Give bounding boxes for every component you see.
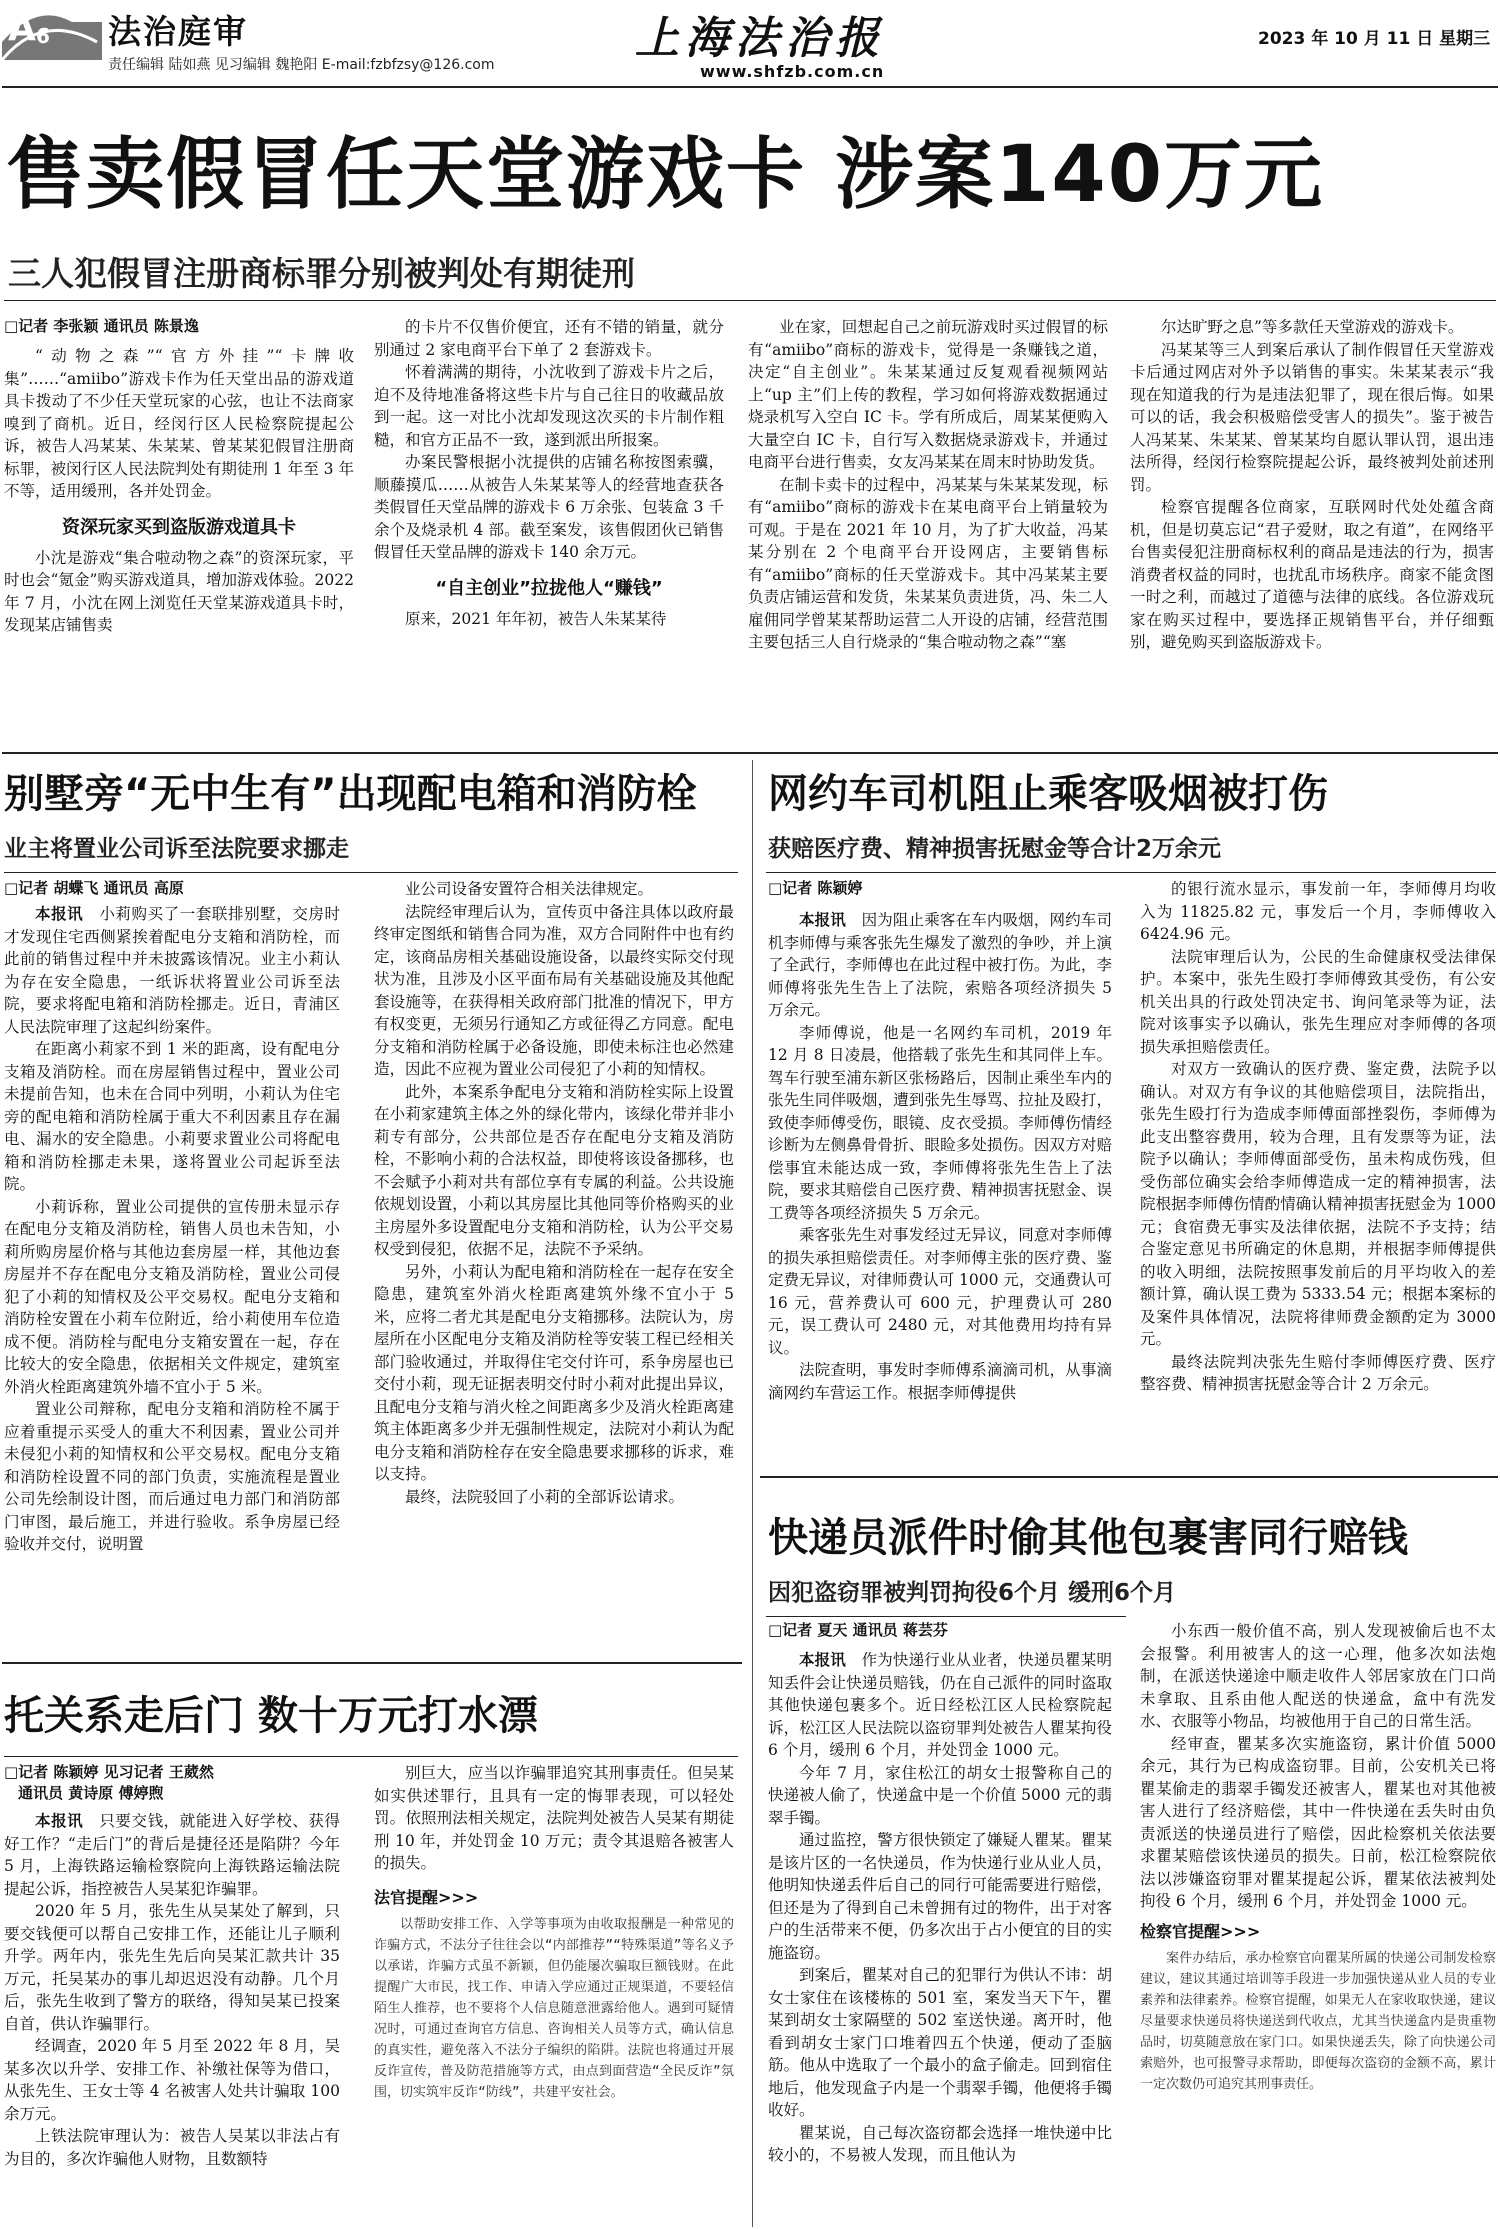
story4-column-1 — [768, 1620, 1112, 2167]
story1-column-2 — [374, 316, 724, 630]
story2-subhead: 业主将置业公司诉至法院要求挪走 — [4, 836, 349, 862]
story3-paragraph — [768, 909, 1112, 1022]
story3-paragraph: 李师傅说，他是一名网约车司机，2019 年 12 月 8 日凌晨，他搭载了张先生和其同伴上车。驾车行驶至浦东新区张杨路后，因制止乘坐车内的张先生同伴吸烟，遭到张先生辱骂、拉扯及殴打，致使李师傅受伤，眼镜、皮衣受损。李师傅伤情经诊断为左侧鼻骨骨折、眼睑多处损伤。因双方对赔偿事宜未能达成一致，李师傅将张先生告上了法院，要求其赔偿自己医疗费、精神损害抚慰金、误工费等各项经济损失 5 万余元。 — [768, 1023, 1112, 1222]
section-rule-story5 — [2, 1662, 742, 1664]
section-title: 法治庭审 — [108, 12, 248, 51]
story1-paragraph: 办案民警根据小沈提供的店铺名称按图索骥，顺藤摸瓜……从被告人朱某某等人的经营地查获各类假冒任天堂品牌的游戏卡 6 万余张、包装盒 3 千余个及烧录机 4 部。截至案发，该售假团伙已销售假冒任天堂品牌的游戏卡 140 余万元。 — [374, 453, 724, 561]
story3-column-1 — [768, 878, 1112, 1404]
story5-tips-title: 法官提醒>>> — [374, 1887, 479, 1907]
story2-lead: 本报讯 — [35, 905, 84, 923]
story5-rule — [4, 1756, 738, 1757]
story4-paragraph: 小东西一般价值不高，别人发现被偷后也不太会报警。利用被害人的这一心理，他多次如法炮制，在派送快递途中顺走收件人邻居家放在门口尚未拿取、且系由他人配送的快递盒，盒中有洗发水、衣服等小物品，均被他用于自己的日常生活。 — [1140, 1622, 1496, 1730]
story2-byline: □记者 胡蝶飞 通讯员 高原 — [4, 879, 184, 897]
story1-column-4 — [1130, 316, 1494, 654]
story1-paragraph: 冯某某等三人到案后承认了制作假冒任天堂游戏卡后通过网店对外予以销售的事实。朱某某表示“我现在知道我的行为是违法犯罪了，现在很后悔。如果可以的话，我会积极赔偿受害人的损失”。鉴于被告人冯某某、朱某某、曾某某均自愿认罪认罚，退出违法所得，经闵行检察院提起公诉，最终被判处前述刑罚。 — [1130, 340, 1494, 494]
story1-paragraph: 在制卡卖卡的过程中，冯某某与朱某某发现，标有“amiibo”商标的游戏卡在某电商平台上销量较为可观。于是在 2021 年 10 月，为了扩大收益，冯某某分别在 2 个电商平台开设网店，主要销售标有“amiibo”商标的任天堂游戏卡。其中冯某某主要负责店铺运营和发货，朱某某负责进货，冯、朱二人雇佣同学曾某某帮助运营二人开设的店铺，经营范围主要包括三人自行烧录的“集合啦动物之森”“塞 — [748, 475, 1108, 651]
story3-lead: 本报讯 — [799, 911, 846, 929]
story1-paragraph: 尔达旷野之息”等多款任天堂游戏的游戏卡。 — [1161, 318, 1464, 336]
story2-paragraph: 置业公司辩称，配电分支箱和消防栓不属于应着重提示买受人的重大不利因素，置业公司并未侵犯小莉的知情权和公平交易权。配电分支箱和消防栓设置不同的部门负责，实施流程是置业公司先绘制设计图，而后通过电力部门和消防部门审图，最后施工，并进行验收。系争房屋已经验收并交付，说明置 — [4, 1400, 340, 1553]
story5-paragraph: 2020 年 5 月，张先生从吴某处了解到，只要交钱便可以帮自己安排工作，还能让儿子顺利升学。两年内，张先生先后向吴某汇款共计 35 万元，托吴某办的事儿却迟迟没有动静。几个月后，张先生收到了警方的联络，得知吴某已投案自首，供认诈骗罪行。 — [4, 1902, 340, 2033]
story3-paragraph: 法院审理后认为，公民的生命健康权受法律保护。本案中，张先生殴打李师傅致其受伤，有公安机关出具的行政处罚决定书、询问笔录等为证，法院对该事实予以确认，张先生理应对李师傅的各项损失承担赔偿责任。 — [1140, 947, 1496, 1056]
story3-paragraph: 法院查明，事发时李师傅系滴滴司机，从事滴滴网约车营运工作。根据李师傅提供 — [768, 1361, 1112, 1402]
story4-paragraph: 通过监控，警方很快锁定了嫌疑人瞿某。瞿某是该片区的一名快递员，作为快递行业从业人员，他明知快递丢件后自己的同行可能需要进行赔偿，但还是为了得到自己未曾拥有过的物件，出于对客户的生活带来不便，仍多次出于占小便宜的目的实施盗窃。 — [768, 1831, 1112, 1962]
story4-column-2 — [1140, 1620, 1496, 2095]
story5-tips — [374, 1914, 734, 2103]
story5-lead: 本报讯 — [35, 1812, 84, 1830]
story1-subtitle-2: “自主创业”拉拢他人“赚钱” — [435, 577, 663, 599]
story3-paragraph: 乘客张先生对事发经过无异议，同意对李师傅的损失承担赔偿责任。对李师傅主张的医疗费、鉴定费无异议，对律师费认可 1000 元，交通费认可 16 元，营养费认可 600 元，护理费认可 280 元，误工费认可 2480 元，对其他费用均持有异议。 — [768, 1226, 1112, 1357]
column-divider — [752, 760, 753, 2227]
story5-paragraph: 别巨大，应当以诈骗罪追究其刑事责任。但吴某如实供述罪行，且具有一定的悔罪表现，可以轻处罚。依照刑法相关规定，法院判处被告人吴某有期徒刑 10 年，并处罚金 10 万元；责令其退赔各被害人的损失。 — [374, 1764, 734, 1872]
story2-paragraph: 小莉诉称，置业公司提供的宣传册未显示存在配电分支箱及消防栓，销售人员也未告知，小莉所购房屋价格与其他边套房屋一样，其他边套房屋并不存在配电分支箱及消防栓，置业公司侵犯了小莉的知情权及公平交易权。配电分支箱和消防栓安置在小莉车位附近，给小莉使用车位造成不便。消防栓与配电分支箱安置在一起，存在比较大的安全隐患，依据相关文件规定，建筑室外消火栓距离建筑外墙不宜小于 5 米。 — [4, 1197, 340, 1396]
story4-byline: □记者 夏天 通讯员 蒋芸芬 — [768, 1621, 948, 1639]
story5-lead-text: 只要交钱，就能进入好学校、获得好工作？“走后门”的背后是捷径还是陷阱？今年 5 月，上海铁路运输检察院向上海铁路运输法院提起公诉，指控被告人吴某犯诈骗罪。 — [4, 1812, 340, 1898]
issue-date: 2023 年 10 月 11 日 星期三 — [1258, 29, 1491, 49]
story2-paragraph: 最终，法院驳回了小莉的全部诉讼请求。 — [405, 1487, 685, 1506]
story3-lead-text: 因为阻止乘客在车内吸烟，网约车司机李师傅与乘客张先生爆发了激烈的争吵，并上演了全武行，李师傅也在此过程中被打伤。为此，李师傅将张先生告上了法院，索赔各项经济损失 5 万余元。 — [768, 911, 1112, 1019]
story3-byline: □记者 陈颖婷 — [768, 879, 863, 897]
story5-byline-2: 通讯员 黄诗原 傅婷煦 — [18, 1784, 164, 1802]
story3-paragraph: 对双方一致确认的医疗费、鉴定费，法院予以确认。对双方有争议的其他赔偿项目，法院指出，张先生殴打行为造成李师傅面部挫裂伤，李师傅为此支出整容费用，较为合理，且有发票等为证，法院予以确认；李师傅面部受伤，虽未构成伤残，但受伤部位确实会给李师傅造成一定的精神损害，法院根据李师傅伤情酌情确认精神损害抚慰金为 1000 元；食宿费无事实及法律依据，法院不予支持；结合鉴定意见书所确定的休息期，并根据李师傅提供的收入明细，法院按照事发前后的月平均收入的差额计算，确认误工费为 5333.54 元；根据本案标的及案件具体情况，法院将律师费金额酌定为 3000 元。 — [1140, 1060, 1496, 1348]
story2-headline: 别墅旁“无中生有”出现配电箱和消防栓 — [4, 771, 697, 817]
story1-paragraph: 业在家，回想起自己之前玩游戏时买过假冒的标有“amiibo”商标的游戏卡，觉得是一条赚钱之道，决定“自主创业”。朱某某通过反复观看视频网站上“up 主”们上传的教程，学习如何将游戏数据通过烧录机写入空白 IC 卡。学有所成后，周某某便购入大量空白 IC 卡，自行写入数据烧录游戏卡，并通过电商平台进行售卖，女友冯某某在周末时协助发货。 — [748, 318, 1108, 471]
story3-paragraph: 最终法院判决张先生赔付李师傅医疗费、医疗整容费、精神损害抚慰金等合计 2 万余元。 — [1140, 1352, 1496, 1393]
section-rule-1 — [2, 752, 1498, 754]
story4-paragraph: 瞿某说，自己每次盗窃都会选择一堆快递中比较小的，不易被人发现，而且他认为 — [768, 2123, 1112, 2164]
website: www.shfzb.com.cn — [700, 62, 885, 81]
editor-line: 责任编辑 陆如燕 见习编辑 魏艳阳 E-mail:fzbfzsy@126.com — [108, 57, 495, 73]
story5-column-1 — [4, 1762, 340, 2170]
story2-paragraph: 此外，本案系争配电分支箱和消防栓实际上设置在小莉家建筑主体之外的绿化带内，该绿化带并非小莉专有部分，公共部位是否存在配电分支箱及消防栓，不影响小莉的合法权益，即使将该设备挪移，也不会赋予小莉对共有部位享有专属的利益。公共设施依规划设置，小莉以其房屋比其他同等价格购买的业主房屋外多设置配电分支箱和消防栓，认为公平交易权受到侵犯，依据不足，法院不予采纳。 — [374, 1082, 734, 1258]
story1-column-1 — [4, 316, 354, 637]
page-number: 6 — [36, 24, 50, 48]
story2-paragraph: 另外，小莉认为配电箱和消防栓在一起存在安全隐患，建筑室外消火栓距离建筑外缘不宜小于 5 米，应将二者尤其是配电分支箱挪移。法院认为，房屋所在小区配电分支箱及消防栓等安装工程已经相关部门验收通过，并取得住宅交付许可，系争房屋也已交付小莉，现无证据表明交付时小莉对此提出异议，且配电分支箱与消火栓之间距离多少及消火栓距离建筑主体距离多少并无强制性规定，法院对小莉认为配电分支箱和消防栓存在安全隐患要求挪移的诉求，难以支持。 — [374, 1262, 734, 1483]
story2-rule — [4, 872, 738, 873]
story4-headline: 快递员派件时偷其他包裹害同行赔钱 — [768, 1515, 1408, 1561]
story2-column-2 — [374, 878, 734, 1508]
story5-paragraph — [4, 1810, 340, 1900]
story4-lead-text: 作为快递行业从业者，快递员瞿某明知丢件会让快递员赔钱，仍在自己派件的同时盗取其他快递包裹多个。近日经松江区人民检察院起诉，松江区人民法院以盗窃罪判处被告人瞿某拘役 6 个月，缓刑 6 个月，并处罚金 1000 元。 — [768, 1651, 1112, 1759]
story5-paragraph: 经调查，2020 年 5 月至 2022 年 8 月，吴某多次以升学、安排工作、补缴社保等为借口，从张先生、王女士等 4 名被害人处共计骗取 100 余万元。 — [4, 2037, 340, 2123]
story5-headline: 托关系走后门 数十万元打水漂 — [4, 1693, 538, 1739]
story1-paragraph: 检察官提醒各位商家，互联网时代处处蕴含商机，但是切莫忘记“君子爱财，取之有道”，在网络平台售卖侵犯注册商标权利的商品是违法的行为，损害消费者权益的同时，也扰乱市场秩序。商家不能贪图一时之利，而越过了道德与法律的底线。各位游戏玩家在购买过程中，要选择正规销售平台，并仔细甄别，避免购买到盗版游戏卡。 — [1130, 498, 1494, 651]
story3-rule — [766, 872, 1496, 873]
story4-tips — [1140, 1948, 1496, 2095]
story3-column-2 — [1140, 878, 1496, 1396]
story4-paragraph: 今年 7 月，家住松江的胡女士报警称自己的快递被人偷了，快递盒中是一个价值 5000 元的翡翠手镯。 — [768, 1763, 1112, 1827]
story3-paragraph: 的银行流水显示，事发前一年，李师傅月均收入为 11825.82 元，事发后一个月，李师傅收入 6424.96 元。 — [1140, 880, 1496, 943]
story4-paragraph: 到案后，瞿某对自己的犯罪行为供认不讳：胡女士家住在该楼栋的 501 室，案发当天下午，瞿某到胡女士家隔壁的 502 室送快递。离开时，他看到胡女士家门口堆着四五个快递，便动了歪脑筋。他从中选取了一个最小的盒子偷走。回到宿住地后，他发现盒子内是一个翡翠手镯，他便将手镯收好。 — [768, 1966, 1112, 2119]
page-tab — [2, 2, 102, 60]
story2-paragraph: 业公司设备安置符合相关法律规定。 — [405, 880, 654, 898]
story5-paragraph: 上铁法院审理认为：被告人吴某以非法占有为目的，多次诈骗他人财物，且数额特 — [4, 2127, 340, 2168]
story4-tips-paragraph: 案件办结后，承办检察官向瞿某所属的快递公司制发检察建议，建议其通过培训等手段进一步加强快递从业人员的专业素养和法律素养。检察官提醒，如果无人在家收取快递，建议尽量要求快递员将快递送到代收点，尤其当快递盒内是贵重物品时，切莫随意放在家门口。如果快递丢失，除了向快递公司索赔外，也可报警寻求帮助，即便每次盗窃的金额不高，累计一定次数仍可追究其刑事责任。 — [1140, 1950, 1496, 2092]
page-letter: A — [8, 8, 36, 49]
story4-subhead: 因犯盗窃罪被判罚拘役6个月 缓刑6个月 — [768, 1580, 1177, 1606]
story4-lead: 本报讯 — [799, 1651, 846, 1669]
story1-byline: □记者 李张颖 通讯员 陈景逸 — [4, 317, 199, 335]
story3-headline: 网约车司机阻止乘客吸烟被打伤 — [768, 771, 1328, 817]
story5-column-2 — [374, 1762, 734, 2103]
story2-column-1 — [4, 878, 340, 1556]
story4-paragraph — [768, 1649, 1112, 1762]
story4-paragraph: 经审查，瞿某多次实施盗窃，累计价值 5000 余元，其行为已构成盗窃罪。目前，公安机关已将瞿某偷走的翡翠手镯发还被害人，瞿某也对其他被害人进行了经济赔偿，其中一件快递在丢失时由负责派送的快递员进行了赔偿，因此检察机关依法要求瞿某赔偿该快递员的损失。日前，松江检察院依法以涉嫌盗窃罪对瞿某提起公诉，瞿某依法被判处拘役 6 个月，缓刑 6 个月，并处罚金 1000 元。 — [1140, 1734, 1496, 1910]
story5-tips-paragraph: 以帮助安排工作、入学等事项为由收取报酬是一种常见的诈骗方式，不法分子往往会以“内部推荐”“特殊渠道”等名义予以承诺，诈骗方式虽不新颖，但仍能屡次骗取巨额钱财。在此提醒广大市民，找工作、申请入学应通过正规渠道，不要轻信陌生人推荐，也不要将个人信息随意泄露给他人。遇到可疑情况时，可通过查询官方信息、咨询相关人员等方式，确认信息的真实性，避免落入不法分子编织的陷阱。法院也将通过开展反诈宣传，普及防范措施等方式，由点到面营造“全民反诈”氛围，切实筑牢反诈“防线”，共建平安社会。 — [374, 1916, 734, 2100]
story3-subhead: 获赔医疗费、精神损害抚慰金等合计2万余元 — [768, 836, 1222, 862]
story1-subtitle-1: 资深玩家买到盗版游戏道具卡 — [62, 516, 296, 538]
story1-paragraph: 小沈是游戏“集合啦动物之森”的资深玩家，平时也会“氪金”购买游戏道具，增加游戏体验。2022 年 7 月，小沈在网上浏览任天堂某游戏道具卡时，发现某店铺售卖 — [4, 548, 354, 634]
newspaper-logo: 上海法治报 — [635, 13, 885, 64]
story4-rule — [766, 1616, 1126, 1617]
story1-paragraph: 原来，2021 年年初，被告人朱某某待 — [405, 609, 667, 628]
story2-lead-text: 小莉购买了一套联排别墅，交房时才发现住宅西侧紧挨着配电分支箱和消防栓，而此前的销售过程中并未披露该情况。业主小莉认为存在安全隐患，一纸诉状将置业公司诉至法院，要求将配电箱和消防栓挪走。近日，青浦区人民法院审理了这起纠纷案件。 — [4, 905, 340, 1036]
story1-subhead: 三人犯假冒注册商标罪分别被判处有期徒刑 — [8, 254, 635, 293]
story1-paragraph: 的卡片不仅售价便宜，还有不错的销量，就分别通过 2 家电商平台下单了 2 套游戏卡。 — [374, 318, 724, 359]
story2-paragraph: 在距离小莉家不到 1 米的距离，设有配电分支箱及消防栓。而在房屋销售过程中，置业公司未提前告知，也未在合同中列明，小莉认为住宅旁的配电箱和消防栓属于重大不利因素且存在漏电、漏水的安全隐患。小莉要求置业公司将配电箱和消防栓挪走未果，遂将置业公司起诉至法院。 — [4, 1040, 340, 1193]
story1-rule — [4, 300, 1496, 301]
story1-column-3 — [748, 316, 1108, 654]
story2-paragraph: 法院经审理后认为，宣传页中备注具体以政府最终审定图纸和销售合同为准，双方合同附件中也有约定，该商品房相关基础设施设备，以最终实际交付现状为准，且涉及小区平面布局有关基础设施及其他配套设施等，在获得相关政府部门批准的情况下，甲方有权变更，无须另行通知乙方或征得乙方同意。配电分支箱和消防栓属于必备设施，即使未标注也必然建造，因此不应视为置业公司侵犯了小莉的知情权。 — [374, 902, 734, 1078]
story2-paragraph — [4, 903, 340, 1038]
story1-paragraph: 怀着满满的期待，小沈收到了游戏卡片之后，迫不及待地准备将这些卡片与自己往日的收藏品放到一起。这一对比小沈却发现这次买的卡片制作粗糙，和官方正品不一致，遂到派出所报案。 — [374, 363, 724, 449]
story1-headline: 售卖假冒任天堂游戏卡 涉案140万元 — [6, 130, 1324, 220]
section-rule-story4 — [760, 1476, 1498, 1478]
masthead-rule — [2, 86, 1498, 88]
story4-tips-title: 检察官提醒>>> — [1140, 1921, 1261, 1941]
story5-byline-1: □记者 陈颖婷 见习记者 王葳然 — [4, 1763, 214, 1781]
story1-paragraph: “动物之森”“官方外挂”“卡牌收集”……“amiibo”游戏卡作为任天堂出品的游戏道具卡拨动了不少任天堂玩家的心弦，也让不法商家嗅到了商机。近日，经闵行区人民检察院提起公诉，被告人冯某某、朱某某、曾某某犯假冒注册商标罪，被闵行区人民法院判处有期徒刑 1 年至 3 年不等，适用缓刑，各并处罚金。 — [4, 347, 354, 500]
